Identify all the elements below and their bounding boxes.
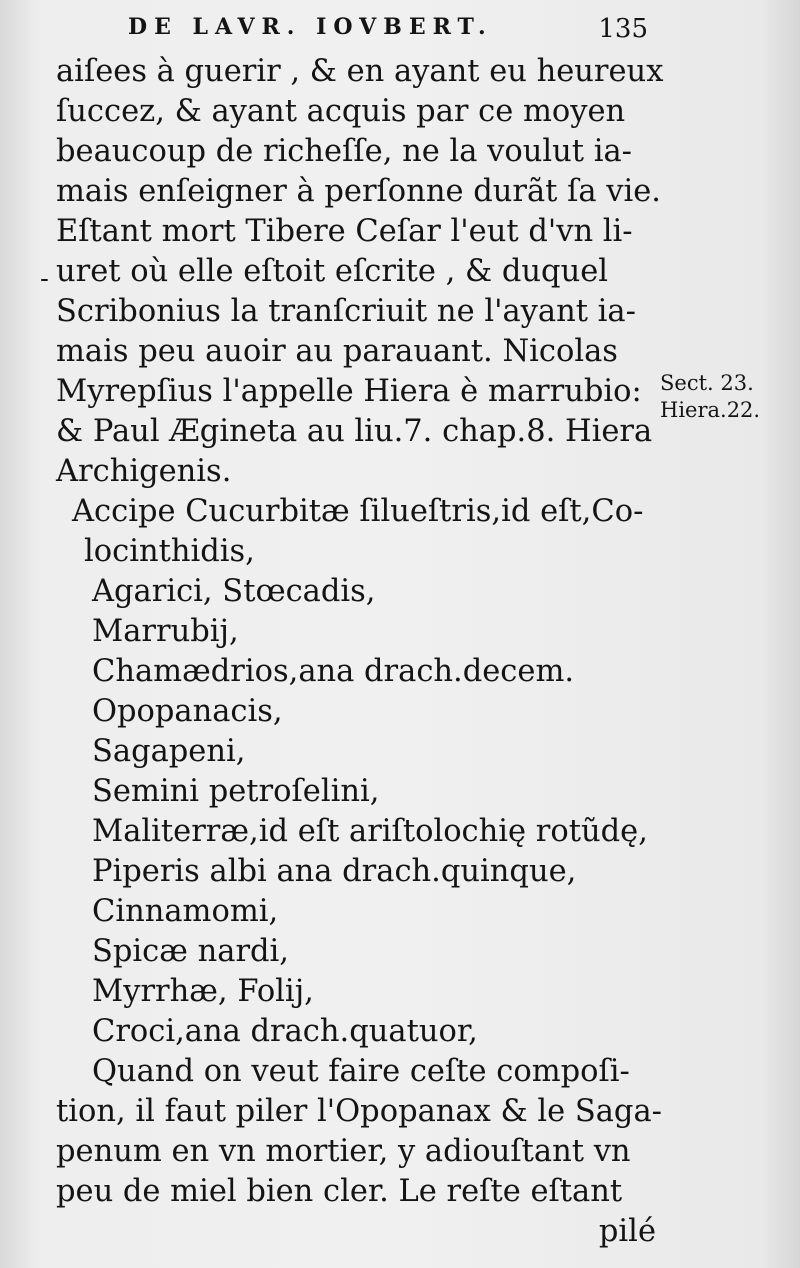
text-line: Quand on veut faire ceſte compoſi- bbox=[92, 1054, 630, 1089]
margin-dash-mark: - bbox=[40, 264, 49, 294]
catchword: pilé bbox=[598, 1214, 656, 1249]
text-line: & Paul Ægineta au liu.7. chap.8. Hiera bbox=[56, 414, 653, 449]
margin-note-section: Sect. 23. bbox=[660, 371, 754, 395]
text-line: penum en vn mortier, y adiouſtant vn bbox=[56, 1134, 631, 1169]
ingredient-line: Croci,ana drach.quatuor, bbox=[92, 1014, 478, 1049]
text-line: aiſees à guerir , & en ayant eu heureux bbox=[56, 54, 664, 89]
running-title: DE LAVR. IOVBERT. bbox=[128, 14, 493, 40]
margin-note-hiera: Hiera.22. bbox=[660, 398, 761, 422]
ingredient-line: Sagapeni, bbox=[92, 734, 246, 769]
margin-notes bbox=[660, 370, 800, 424]
ingredient-line: Spicæ nardi, bbox=[92, 934, 289, 969]
text-line: Scribonius la tranſcriuit ne l'ayant ia- bbox=[56, 294, 636, 329]
ingredient-line: Cinnamomi, bbox=[92, 894, 279, 929]
ingredient-line: Semini petroſelini, bbox=[92, 774, 380, 809]
ingredient-line: Piperis albi ana drach.quinque, bbox=[92, 854, 577, 889]
text-line: mais peu auoir au parauant. Nicolas bbox=[56, 334, 618, 369]
text-line: peu de miel bien cler. Le reſte eſtant bbox=[56, 1174, 623, 1209]
text-line: tion, il faut piler l'Opopanax & le Saga- bbox=[56, 1094, 662, 1129]
page-header bbox=[128, 14, 648, 48]
text-line: mais enſeigner à perſonne durãt ſa vie. bbox=[56, 174, 661, 209]
text-line: Eſtant mort Tibere Ceſar l'eut d'vn li- bbox=[56, 214, 633, 249]
ingredient-line: Agarici, Stœcadis, bbox=[92, 574, 376, 609]
text-line: beaucoup de richeſſe, ne la voulut ia- bbox=[56, 134, 632, 169]
page-number: 135 bbox=[598, 14, 648, 44]
text-line: uret où elle eſtoit eſcrite , & duquel bbox=[56, 254, 609, 289]
ingredient-line: Maliterræ,id eſt ariſtolochię rotũdę, bbox=[92, 814, 648, 849]
text-line: Archigenis. bbox=[56, 454, 232, 489]
ingredient-line: Marrubij, bbox=[92, 614, 239, 649]
ingredient-line: Myrrhæ, Folij, bbox=[92, 974, 314, 1009]
text-line: ſuccez, & ayant acquis par ce moyen bbox=[56, 94, 626, 129]
body-text bbox=[56, 52, 664, 1252]
text-line: Myrepſius l'appelle Hiera è marrubio: bbox=[56, 374, 642, 409]
recipe-heading-line: Accipe Cucurbitæ ſilueſtris,id eſt,Co- bbox=[72, 494, 644, 529]
recipe-line: locinthidis, bbox=[84, 534, 255, 569]
ingredient-line: Opopanacis, bbox=[92, 694, 283, 729]
ingredient-line: Chamædrios,ana drach.decem. bbox=[92, 654, 575, 689]
